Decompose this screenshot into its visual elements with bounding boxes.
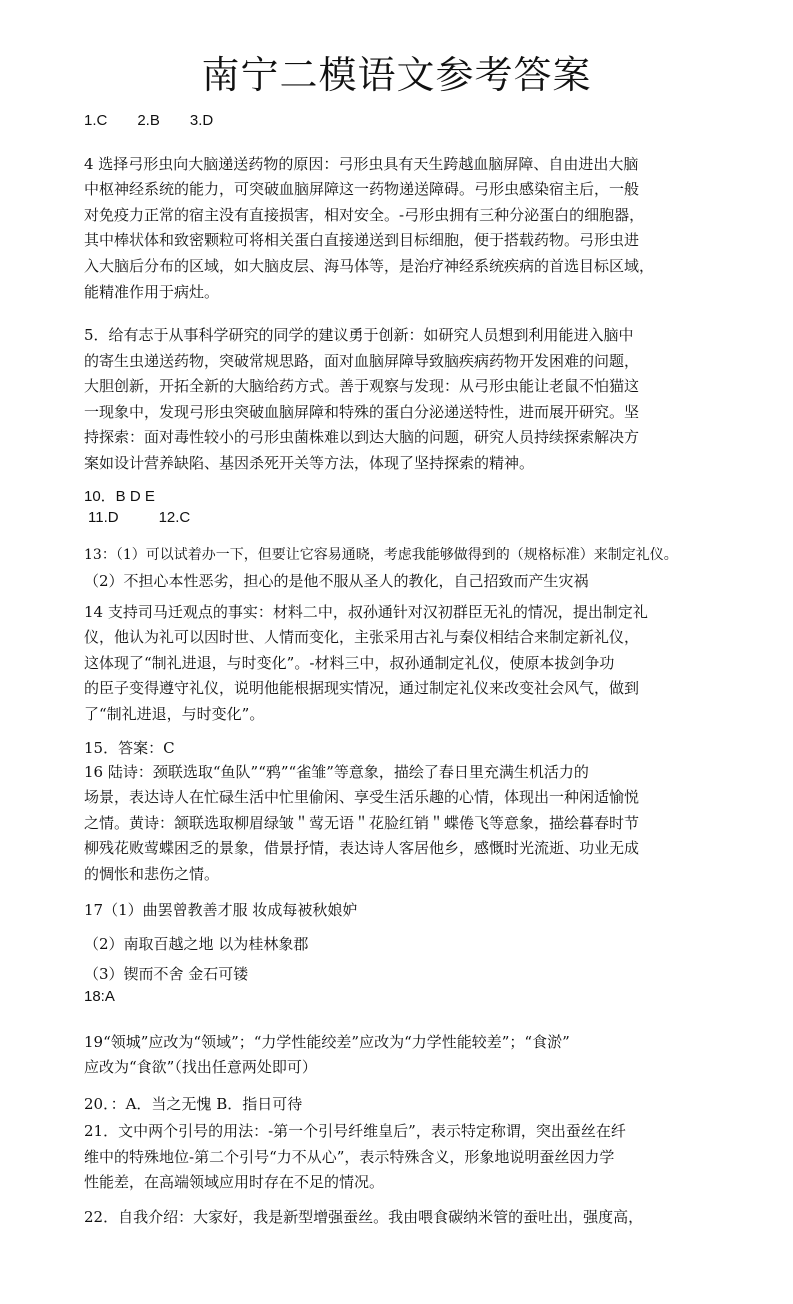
answer-2: 2.B bbox=[137, 112, 160, 129]
q5-line: 大胆创新，开拓全新的大脑给药方式。善于观察与发现：从弓形虫能让老鼠不怕猫这 bbox=[84, 377, 640, 395]
answers-11-12 bbox=[88, 507, 190, 529]
answer-3: 3.D bbox=[189, 112, 214, 129]
answer-20: 20．：A．当之无愧 B．指日可待 bbox=[84, 1095, 303, 1113]
answers-1-3 bbox=[84, 110, 213, 132]
q21-line: 性能差，在高端领域应用时存在不足的情况。 bbox=[84, 1173, 385, 1191]
q16-line: 场景，表达诗人在忙碌生活中忙里偷闲、享受生活乐趣的心情，体现出一种闲适愉悦 bbox=[84, 788, 640, 806]
q14-line: 的臣子变得遵守礼仪，说明他能根据现实情况，通过制定礼仪来改变社会风气，做到 bbox=[84, 679, 640, 697]
q16-line: 16 陆诗：颈联选取“鱼队”“鸦”“雀雏”等意象，描绘了春日里充满生机活力的 bbox=[84, 763, 589, 781]
answer-12: 12.C bbox=[158, 509, 191, 526]
q16-line: 之情。黄诗：颔联选取柳眉绿皱＂莺无语＂花脸红销＂蝶倦飞等意象，描绘暮春时节 bbox=[84, 814, 640, 832]
q5-line: 一现象中，发现弓形虫突破血脑屏障和特殊的蛋白分泌递送特性，进而展开研究。坚 bbox=[84, 403, 640, 421]
q14-line: 14 支持司马迁观点的事实：材料二中，叔孙通针对汉初群臣无礼的情况，提出制定礼 bbox=[84, 603, 648, 621]
q17-line: （2）南取百越之地 以为桂林象郡 bbox=[84, 935, 309, 953]
q4-line: 对免疫力正常的宿主没有直接损害，相对安全。-弓形虫拥有三种分泌蛋白的细胞器， bbox=[84, 206, 645, 224]
q14-line: 仪，他认为礼可以因时世、人情而变化，主张采用古礼与秦仪相结合来制定新礼仪， bbox=[84, 628, 640, 646]
q4-line: 入大脑后分布的区域，如大脑皮层、海马体等，是治疗神经系统疾病的首选目标区域， bbox=[84, 257, 655, 275]
document-title: 南宁二模语文参考答案 bbox=[201, 53, 592, 97]
q5-line: 持探索：面对毒性较小的弓形虫菌株难以到达大脑的问题，研究人员持续探索解决方 bbox=[84, 428, 640, 446]
q21-line: 维中的特殊地位-第二个引号“力不从心”，表示特殊含义，形象地说明蚕丝因力学 bbox=[84, 1148, 615, 1166]
q13-line: 13：（1）可以试着办一下，但要让它容易通晓，考虑我能够做得到的（规格标准）来制定礼仪。 bbox=[84, 547, 678, 563]
answer-1: 1.C bbox=[84, 112, 108, 129]
q19-line: 19“领城”应改为“领域”；“力学性能绞差”应改为“力学性能较差”；“食淤” bbox=[84, 1033, 570, 1051]
q4-line: 其中棒状体和致密颗粒可将相关蛋白直接递送到目标细胞，便于搭载药物。弓形虫进 bbox=[84, 231, 640, 249]
answer-11: 11.D bbox=[88, 509, 119, 526]
q4-line: 中枢神经系统的能力，可突破血脑屏障这一药物递送障碍。弓形虫感染宿主后，一般 bbox=[84, 180, 640, 198]
q13-line: （2）不担心本性恶劣，担心的是他不服从圣人的教化，自己招致而产生灾祸 bbox=[84, 572, 589, 590]
q17-line: 17（1）曲罢曾教善才服 妆成每被秋娘妒 bbox=[84, 901, 358, 919]
q19-line: 应改为“食欲”（找出任意两处即可） bbox=[84, 1058, 317, 1076]
q5-line: 案如设计营养缺陷、基因杀死开关等方法，体现了坚持探索的精神。 bbox=[84, 454, 535, 472]
q4-line: 能精准作用于病灶。 bbox=[84, 283, 220, 301]
q22-line: 22．自我介绍：大家好，我是新型增强蚕丝。我由喂食碳纳米管的蚕吐出，强度高， bbox=[84, 1208, 644, 1226]
q14-line: 这体现了“制礼进退，与时变化”。-材料三中，叔孙通制定礼仪，使原本拔剑争功 bbox=[84, 654, 615, 672]
q5-line: 的寄生虫递送药物，突破常规思路，面对血脑屏障导致脑疾病药物开发困难的问题， bbox=[84, 352, 640, 370]
q4-line: 4 选择弓形虫向大脑递送药物的原因：弓形虫具有天生跨越血脑屏障、自由进出大脑 bbox=[84, 155, 639, 173]
answer-15: 15．答案：C bbox=[84, 739, 175, 757]
q16-line: 的惆怅和悲伤之情。 bbox=[84, 865, 220, 883]
q14-line: 了“制礼进退，与时变化”。 bbox=[84, 705, 265, 723]
answer-18: 18:A bbox=[84, 988, 115, 1005]
answer-10: 10．B D E bbox=[84, 488, 155, 505]
q21-line: 21．文中两个引号的用法：-第一个引号纤维皇后”，表示特定称谓，突出蚕丝在纤 bbox=[84, 1122, 626, 1140]
q5-line: 5．给有志于从事科学研究的同学的建议勇于创新：如研究人员想到利用能进入脑中 bbox=[84, 326, 634, 344]
q17-line: （3）锲而不舍 金石可镂 bbox=[84, 965, 249, 983]
q16-line: 柳残花败莺蝶困乏的景象，借景抒情，表达诗人客居他乡，感慨时光流逝、功业无成 bbox=[84, 839, 640, 857]
